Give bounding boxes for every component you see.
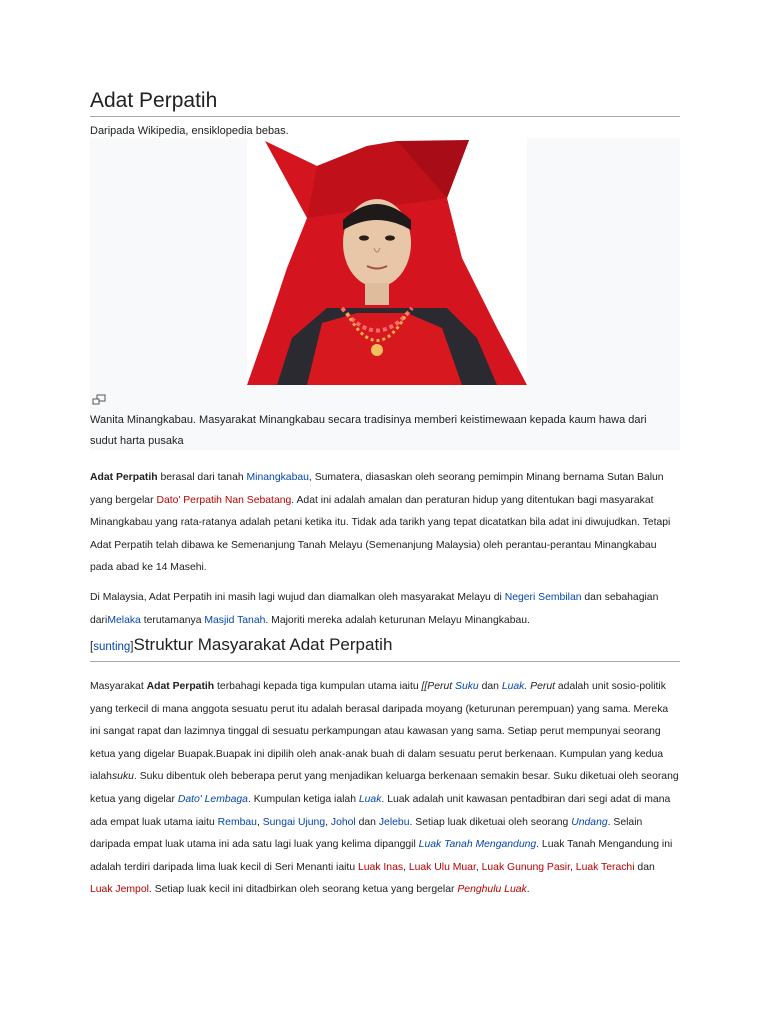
text-span: Masyarakat: [90, 681, 147, 692]
italic-term: . Perut: [524, 681, 555, 692]
link-luak-tanah-mengandung[interactable]: Luak Tanah Mengandung: [418, 839, 537, 851]
text-span: terbahagi kepada tiga kumpulan utama iaitu: [214, 681, 422, 692]
section-paragraph-1: [90, 676, 680, 902]
redlink-luak-gunung-pasir[interactable]: Luak Gunung Pasir: [481, 861, 571, 873]
link-sungai-ujung[interactable]: Sungai Ujung: [262, 816, 326, 828]
text-span: adalah unit sosio-politik yang terkecil di mana anggota sesuatu perut itu adalah berasal daripada moyang (keturunan perempuan) yang sama. Mereka ini sangat rapat dan lazimnya tinggal di sesuatu perkampungan atau kawasan yang sama. Setiap perut mempunyai seorang ketua yang digelar Buapak.Buapak ini dipilih oleh anak-anak buah di dalam sesuatu perut berkenaan. Kumpulan yang kedua ialah: [90, 681, 669, 783]
link-jelebu[interactable]: Jelebu: [378, 816, 410, 828]
link-johol[interactable]: Johol: [330, 816, 356, 828]
intro-paragraph-1: [90, 467, 680, 580]
redlink-luak-inas[interactable]: Luak Inas: [358, 861, 404, 873]
text-span: . Kumpulan ketiga ialah: [247, 793, 359, 805]
text-span: . Setiap luak diketuai oleh seorang: [409, 816, 572, 828]
page-title: Adat Perpatih: [90, 88, 680, 117]
text-span: . Adat ini adalah amalan dan peraturan hidup yang ditentukan bagi masyarakat Minangkabau yang rata-ratanya adalah petani ketika itu. Tidak ada tarikh yang tepat dicatatkan bila adat ini diwujudkan. Tetapi Adat Perpatih telah dibawa ke Semenanjung Tanah Melayu (Semenanjung Malaysia) oleh perantau-perantau Minangkabau pada abad ke 14 Masehi.: [90, 494, 671, 574]
link-undang[interactable]: Undang: [571, 816, 608, 828]
text-span: ,: [256, 816, 263, 828]
text-span: . Luak Tanah Mengandung ini adalah terdiri daripada lima luak kecil di Seri Menanti iaitu: [90, 839, 673, 873]
link-luak[interactable]: Luak: [358, 793, 382, 805]
link-dato-lembaga[interactable]: Dato' Lembaga: [177, 793, 248, 805]
text-span: ,: [570, 861, 576, 873]
text-span: dan sebahagian dari: [90, 592, 659, 626]
link-masjid-tanah[interactable]: Masjid Tanah: [204, 614, 266, 626]
link-minangkabau[interactable]: Minangkabau: [246, 472, 309, 483]
bold-term: Adat Perpatih: [90, 472, 158, 483]
redlink-luak-jempol[interactable]: Luak Jempol: [90, 884, 149, 896]
text-span: Di Malaysia, Adat Perpatih ini masih lagi wujud dan diamalkan oleh masyarakat Melayu di: [90, 592, 505, 603]
edit-bracket-open: [: [90, 641, 94, 653]
figure-caption: Wanita Minangkabau. Masyarakat Minangkabau secara tradisinya memberi keistimewaan kepada kaum hawa dari sudut harta pusaka: [90, 414, 647, 447]
text-span: . Suku dibentuk oleh beberapa perut yang menjadikan keluarga berkenaan semakin besar. Suku diketuai oleh seorang ketua yang digelar: [90, 771, 679, 805]
site-tagline: Daripada Wikipedia, ensiklopedia bebas.: [90, 125, 289, 137]
magnify-clip-icon[interactable]: [92, 394, 106, 406]
italic-term: [[Perut: [421, 681, 456, 692]
intro-paragraph-2: [90, 587, 680, 632]
text-span: , Sumatera, diasaskan oleh seorang pemimpin Minang bernama Sutan Balun yang bergelar: [90, 472, 664, 506]
bold-term: Adat Perpatih: [146, 681, 215, 692]
text-span: berasal dari tanah: [157, 472, 247, 483]
text-span: . Setiap luak kecil ini ditadbirkan oleh seorang ketua yang bergelar: [148, 884, 458, 896]
link-negeri-sembilan[interactable]: Negeri Sembilan: [504, 592, 582, 603]
text-span: ,: [403, 861, 409, 873]
link-luak[interactable]: Luak: [501, 681, 525, 692]
edit-section: [90, 641, 134, 653]
text-span: . Selain daripada empat luak utama ini ada satu lagi luak yang kelima dipanggil: [90, 816, 643, 851]
section-heading-text: Struktur Masyarakat Adat Perpatih: [133, 635, 393, 654]
text-span: . Majoriti mereka adalah keturunan Melayu Minangkabau.: [265, 614, 530, 626]
text-span: .: [526, 884, 530, 896]
text-span: terutamanya: [140, 614, 205, 626]
text-span: dan: [634, 861, 655, 873]
link-rembau[interactable]: Rembau: [217, 816, 257, 828]
text-span: ,: [325, 816, 331, 828]
link-melaka[interactable]: Melaka: [107, 614, 141, 626]
text-span: ,: [475, 861, 482, 873]
text-span: dan: [478, 681, 502, 692]
section-heading: [90, 634, 680, 662]
edit-section-link[interactable]: sunting: [93, 641, 131, 653]
redlink-luak-ulu-muar[interactable]: Luak Ulu Muar: [408, 861, 476, 873]
italic-term: suku: [111, 771, 134, 783]
thumbnail-figure: [90, 138, 680, 450]
figure-image[interactable]: [247, 138, 527, 385]
edit-bracket-close: ]: [130, 641, 134, 653]
redlink-luak-terachi[interactable]: Luak Terachi: [575, 861, 635, 873]
redlink-penghulu-luak[interactable]: Penghulu Luak: [457, 884, 527, 896]
redlink-dato-perpatih[interactable]: Dato' Perpatih Nan Sebatang: [156, 494, 292, 506]
text-span: . Luak adalah unit kawasan pentadbiran dari segi adat di mana ada empat luak utama iaitu: [90, 793, 671, 828]
link-suku[interactable]: Suku: [455, 681, 479, 692]
text-span: dan: [355, 816, 379, 828]
